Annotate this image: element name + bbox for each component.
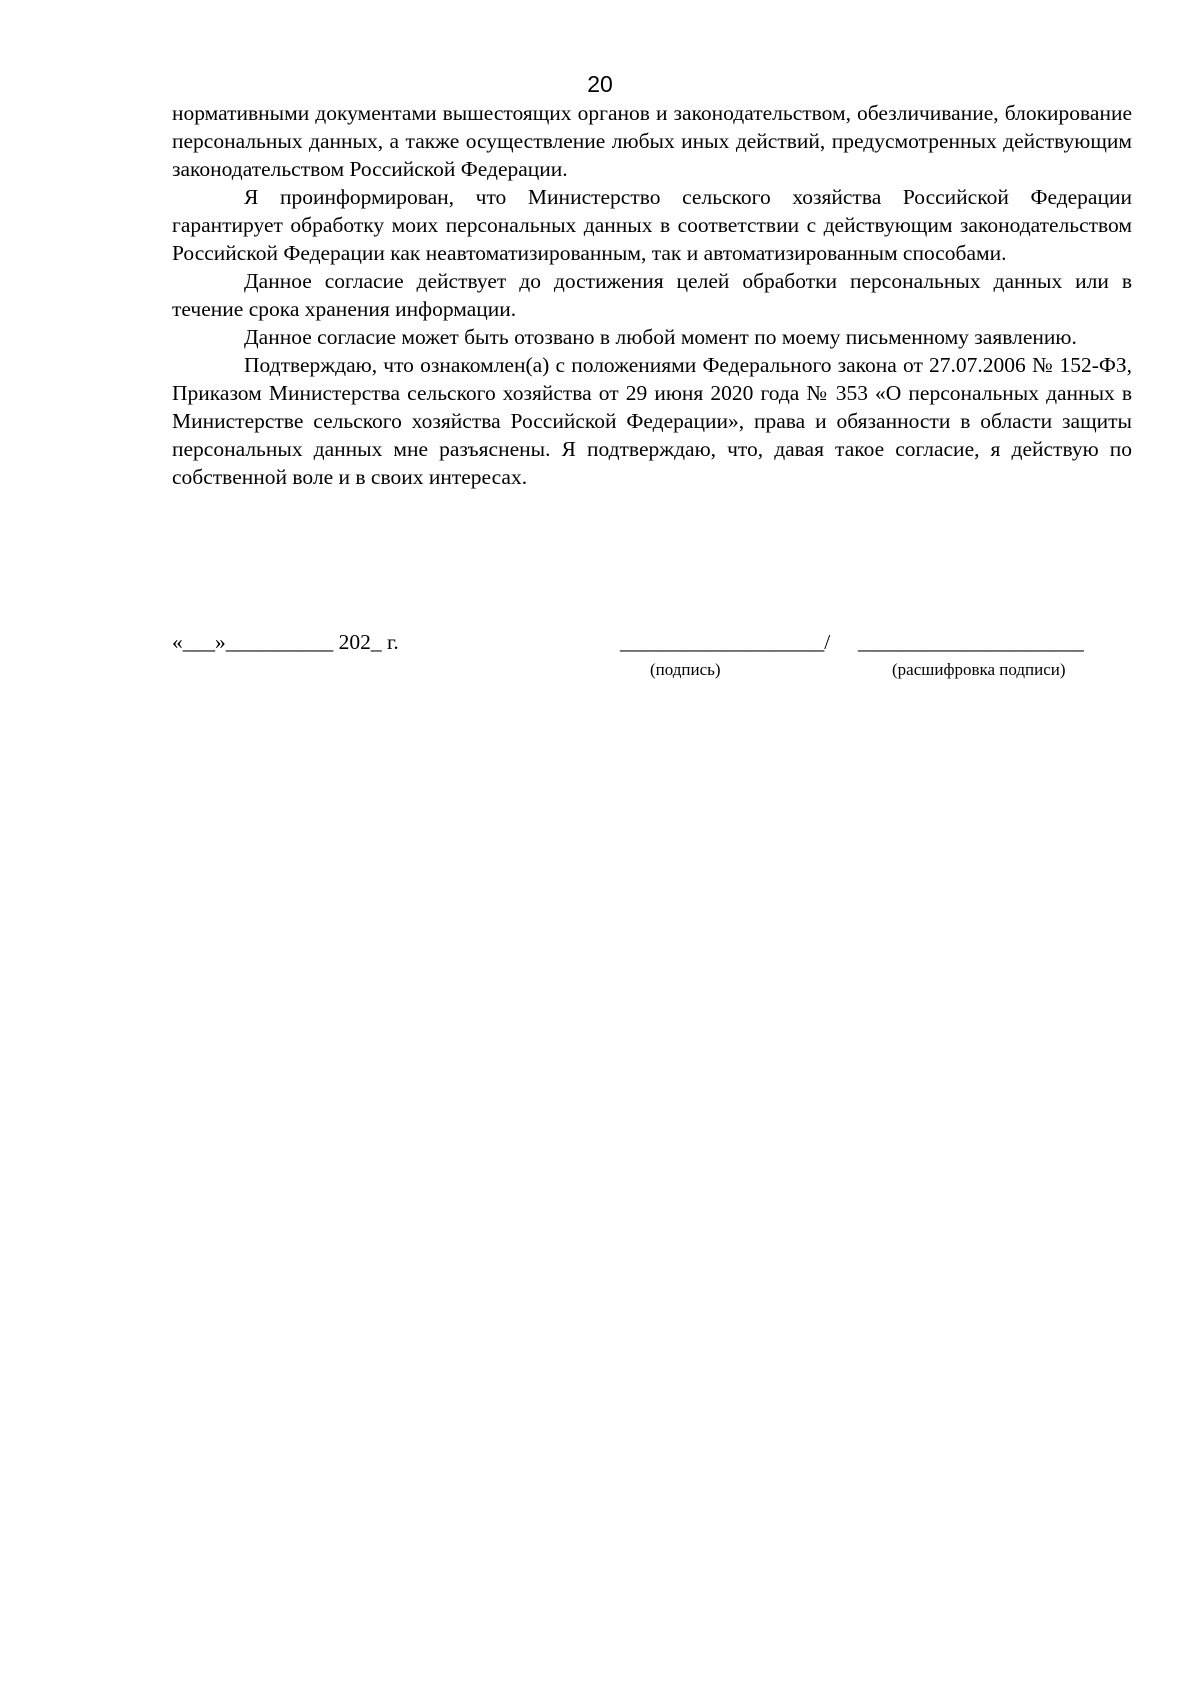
- paragraph-guarantee: Я проинформирован, что Министерство сельского хозяйства Российской Федерации гарантирует обработку моих персональных данных в соответствии с действующим законодательством Российской Федерации как неавтоматизированным, так и автоматизированным способами.: [172, 185, 1132, 265]
- page-number: 20: [587, 71, 613, 97]
- signature-field[interactable]: ___________________/: [620, 630, 831, 654]
- name-transcript-field[interactable]: _____________________: [858, 630, 1084, 654]
- document-body: [172, 99, 1132, 491]
- name-transcript-caption: (расшифровка подписи): [892, 660, 1066, 679]
- signature-block: [172, 628, 1132, 688]
- paragraph-continuation: нормативными документами вышестоящих органов и законодательством, обезличивание, блокирование персональных данных, а также осуществление любых иных действий, предусмотренных действующим законодательством Российской Федерации.: [172, 101, 1132, 181]
- paragraph-revocation: Данное согласие может быть отозвано в любой момент по моему письменному заявлению.: [244, 325, 1077, 349]
- paragraph-validity: Данное согласие действует до достижения целей обработки персональных данных или в течение срока хранения информации.: [172, 269, 1132, 321]
- date-field[interactable]: «___»__________ 202_ г.: [172, 630, 399, 654]
- signature-caption: (подпись): [650, 660, 721, 679]
- paragraph-confirmation: Подтверждаю, что ознакомлен(а) с положениями Федерального закона от 27.07.2006 № 152-ФЗ, Приказом Министерства сельского хозяйства от 29 июня 2020 года № 353 «О персональных данных в Министерстве сельского хозяйства Российской Федерации», права и обязанности в области защиты персональных данных мне разъяснены. Я подтверждаю, что, давая такое согласие, я действую по собственной воле и в своих интересах.: [172, 353, 1132, 489]
